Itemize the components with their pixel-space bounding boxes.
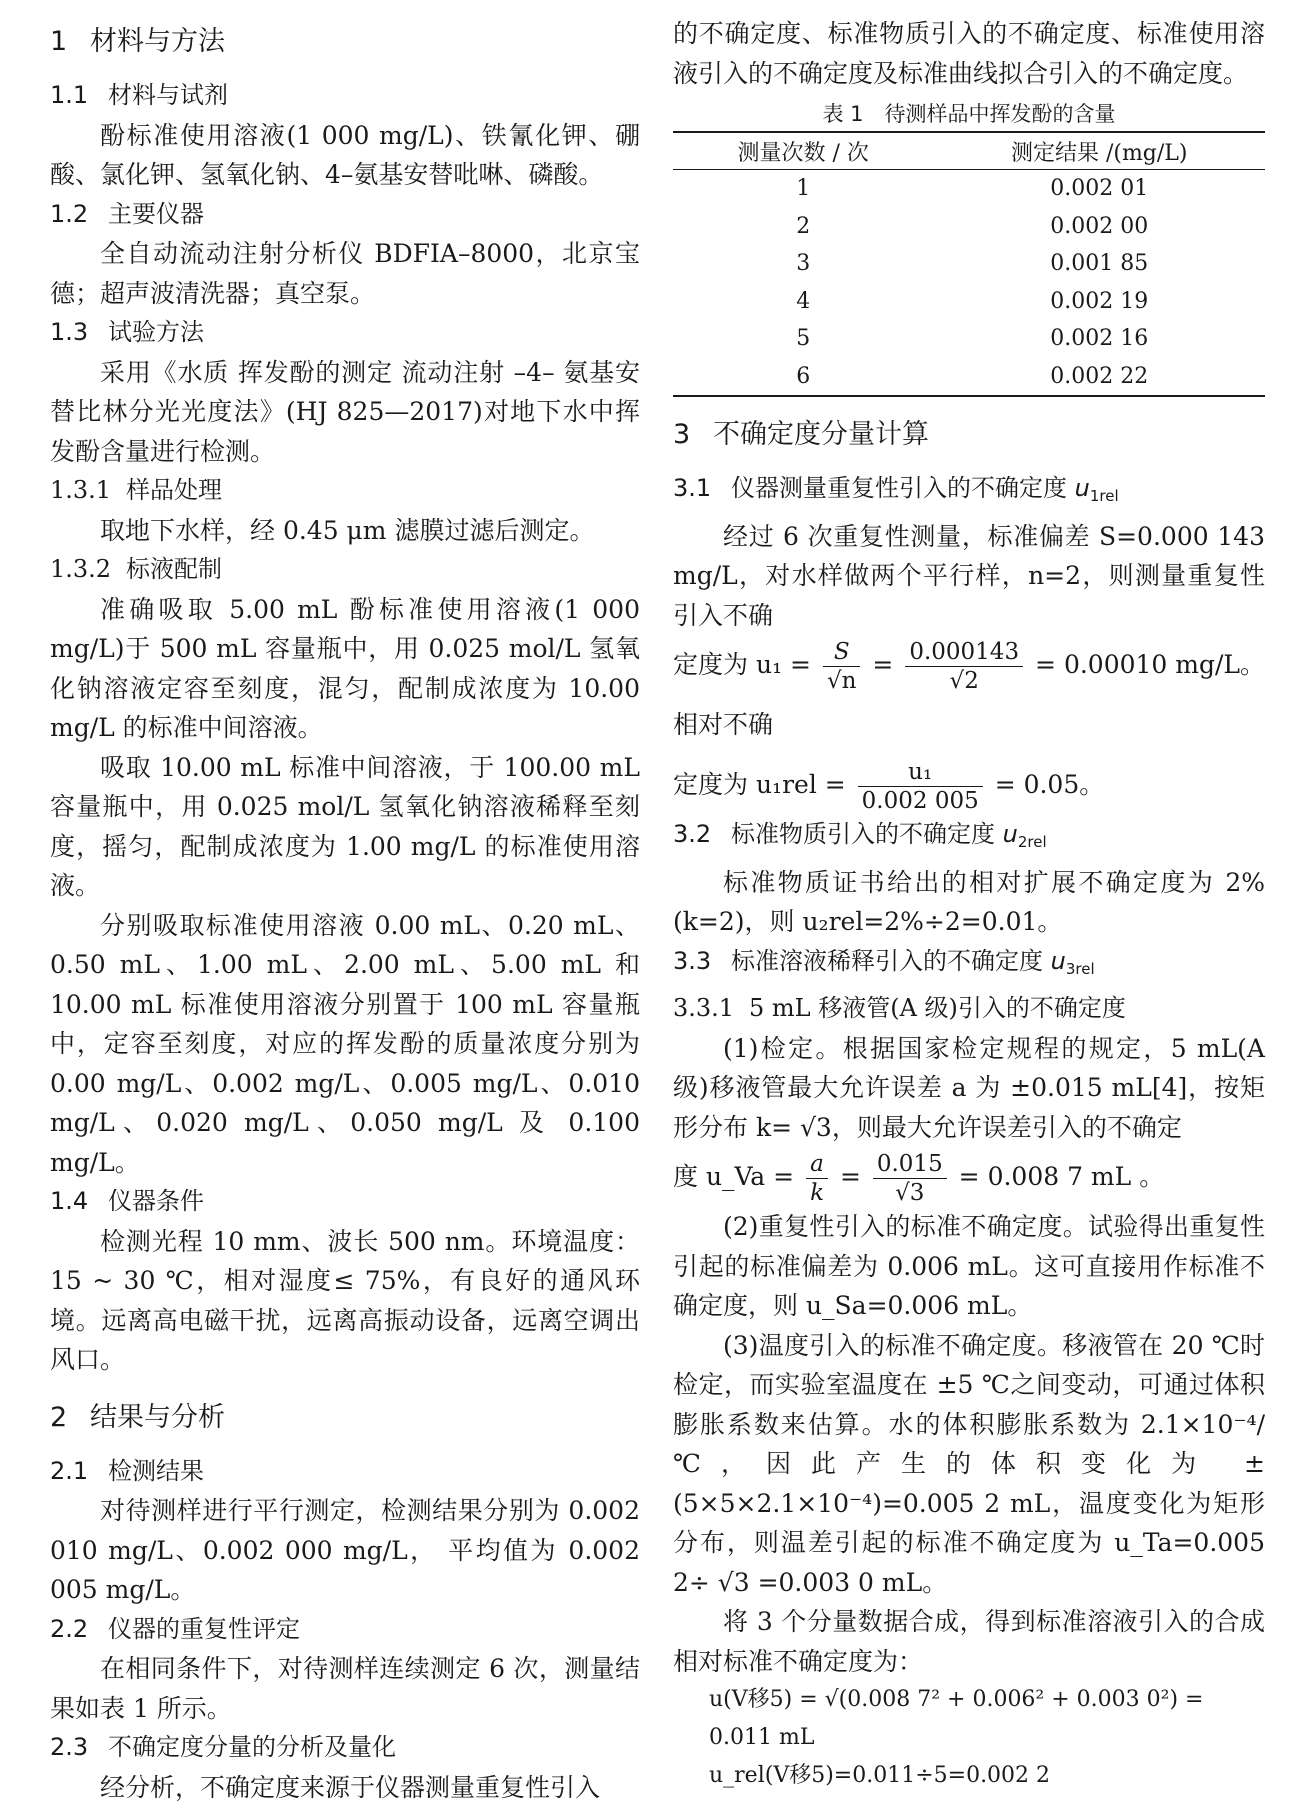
paragraph-temperature: (3)温度引入的标准不确定度。移液管在 20 ℃时检定，而实验室温度在 ±5 ℃之间变动，可通过体积膨胀系数来估算。水的体积膨胀系数为 2.1×10⁻⁴/℃，因此产生的体积变化为 ±(5×5×2.1×10⁻⁴)=0.005 2 mL，温度变化为矩形分布，则温差引起的标准不确定度为 u_Ta=0.005 2÷ √3 =0.003 0 mL。	[673, 1326, 1265, 1603]
table-header-cell: 测量次数 / 次	[673, 132, 933, 170]
paragraph-repeatability-std: (2)重复性引入的标准不确定度。试验得出重复性引起的标准偏差为 0.006 mL。这可直接用作标准不确定度，则 u_Sa=0.006 mL。	[673, 1207, 1265, 1326]
table-cell: 4	[673, 283, 933, 321]
table-cell: 3	[673, 245, 933, 283]
formula-u1rel: 定度为 u₁rel = $\frac{\text{u₁}}{0.002 005}$ = 0.05。	[673, 755, 1265, 815]
paragraph-standard-prep-1: 准确吸取 5.00 mL 酚标准使用溶液(1 000 mg/L)于 500 mL 容量瓶中，用 0.025 mol/L 氢氧化钠溶液定容至刻度，混匀，配制成浓度为 10.00 mg/L 的标准中间溶液。	[50, 590, 640, 748]
paragraph-results: 对待测样进行平行测定，检测结果分别为 0.002 010 mg/L、0.002 000 mg/L， 平均值为 0.002 005 mg/L。	[50, 1491, 640, 1610]
table-cell: 6	[673, 358, 933, 397]
heading-3-3-1: 3.3.1 5 mL 移液管(A 级)引入的不确定度	[673, 989, 1265, 1029]
paragraph-repeatability-uncertainty: 经过 6 次重复性测量，标准偏差 S=0.000 143 mg/L，对水样做两个平行样，n=2，则测量重复性引入不确	[673, 517, 1265, 636]
table-row	[673, 208, 1265, 246]
table-cell: 0.001 85	[933, 245, 1265, 283]
table-1	[673, 131, 1265, 397]
heading-2-3: 2.3 不确定度分量的分析及量化	[50, 1728, 640, 1768]
paragraph-method: 采用《水质 挥发酚的测定 流动注射 –4– 氨基安替比林分光光度法》(HJ 825—2017)对地下水中挥发酚含量进行检测。	[50, 353, 640, 472]
paragraph-reagents: 酚标准使用溶液(1 000 mg/L)、铁氰化钾、硼酸、氯化钾、氢氧化钠、4–氨基安替吡啉、磷酸。	[50, 116, 640, 195]
table-cell: 0.002 22	[933, 358, 1265, 397]
heading-1-4: 1.4 仪器条件	[50, 1182, 640, 1222]
equation-combined-urel: u_rel(V移5)=0.011÷5=0.002 2	[673, 1757, 1265, 1795]
table-row	[673, 358, 1265, 397]
table-cell: 0.002 16	[933, 320, 1265, 358]
table-cell: 0.002 00	[933, 208, 1265, 246]
table-header-row	[673, 132, 1265, 170]
table-row	[673, 320, 1265, 358]
heading-section-2: 2 结果与分析	[50, 1398, 640, 1438]
table-cell: 0.002 01	[933, 170, 1265, 208]
paragraph-repeatability: 在相同条件下，对待测样连续测定 6 次，测量结果如表 1 所示。	[50, 1649, 640, 1728]
heading-1-2: 1.2 主要仪器	[50, 195, 640, 235]
left-column	[50, 14, 640, 1807]
paragraph-standard-prep-2: 吸取 10.00 mL 标准中间溶液，于 100.00 mL 容量瓶中，用 0.025 mol/L 氢氧化钠溶液稀释至刻度，摇匀，配制成浓度为 1.00 mg/L 的标准使用溶液。	[50, 748, 640, 906]
heading-1-3: 1.3 试验方法	[50, 313, 640, 353]
heading-2-1: 2.1 检测结果	[50, 1452, 640, 1492]
paragraph-instrument-conditions: 检测光程 10 mm、波长 500 nm。环境温度：15 ~ 30 ℃，相对湿度≤ 75%，有良好的通风环境。远离高电磁干扰，远离高振动设备，远离空调出风口。	[50, 1222, 640, 1380]
table-row	[673, 245, 1265, 283]
table-row	[673, 170, 1265, 208]
heading-3-3: 3.3 标准溶液稀释引入的不确定度 $u_{3rel}$	[673, 942, 1265, 990]
formula-u1: 定度为 u₁ = $\frac{S}{√n}$ = $\frac{0.000143}{√2}$ = 0.00010 mg/L。相对不确	[673, 635, 1265, 755]
table-1-caption: 表 1 待测样品中挥发酚的含量	[673, 99, 1265, 129]
table-cell: 2	[673, 208, 933, 246]
heading-1-3-2: 1.3.2 标液配制	[50, 550, 640, 590]
heading-1-3-1: 1.3.1 样品处理	[50, 471, 640, 511]
heading-3-2: 3.2 标准物质引入的不确定度 $u_{2rel}$	[673, 815, 1265, 863]
heading-2-2: 2.2 仪器的重复性评定	[50, 1610, 640, 1650]
table-cell: 0.002 19	[933, 283, 1265, 321]
paragraph-reference-material: 标准物质证书给出的相对扩展不确定度为 2%(k=2)，则 u₂rel=2%÷2=0.01。	[673, 863, 1265, 942]
heading-section-1: 1 材料与方法	[50, 22, 640, 62]
paragraph-combined: 将 3 个分量数据合成，得到标准溶液引入的合成相对标准不确定度为：	[673, 1602, 1265, 1681]
table-cell: 1	[673, 170, 933, 208]
table-cell: 5	[673, 320, 933, 358]
right-column	[673, 14, 1265, 1795]
heading-section-3: 3 不确定度分量计算	[673, 415, 1265, 455]
table-row	[673, 283, 1265, 321]
heading-3-1: 3.1 仪器测量重复性引入的不确定度 $u_{1rel}$	[673, 469, 1265, 517]
paragraph-sample-processing: 取地下水样，经 0.45 μm 滤膜过滤后测定。	[50, 511, 640, 551]
paragraph-instruments: 全自动流动注射分析仪 BDFIA–8000，北京宝德；超声波清洗器；真空泵。	[50, 234, 640, 313]
paragraph-standard-prep-3: 分别吸取标准使用溶液 0.00 mL、0.20 mL、0.50 mL、1.00 mL、2.00 mL、5.00 mL 和 10.00 mL 标准使用溶液分别置于 100 mL 容量瓶中，定容至刻度，对应的挥发酚的质量浓度分别为 0.00 mg/L、0.002 mg/L、0.005 mg/L、0.010 mg/L、0.020 mg/L、0.050 mg/L 及 0.100 mg/L。	[50, 906, 640, 1183]
paragraph-uncertainty-sources: 经分析，不确定度来源于仪器测量重复性引入	[50, 1768, 640, 1807]
heading-1-1: 1.1 材料与试剂	[50, 76, 640, 116]
paragraph-continued: 的不确定度、标准物质引入的不确定度、标准使用溶液引入的不确定度及标准曲线拟合引入的不确定度。	[673, 14, 1265, 93]
equation-combined-u: u(V移5) = √(0.008 7² + 0.006² + 0.003 0²) = 0.011 mL	[673, 1681, 1265, 1757]
paragraph-calibration: (1)检定。根据国家检定规程的规定，5 mL(A 级)移液管最大允许误差 a 为 ±0.015 mL[4]，按矩形分布 k= √3，则最大允许误差引入的不确定	[673, 1029, 1265, 1148]
formula-uva: 度 u_Va = $\frac{a}{k}$ = $\frac{0.015}{√3}$ = 0.008 7 mL 。	[673, 1147, 1265, 1207]
table-header-cell: 测定结果 /(mg/L)	[933, 132, 1265, 170]
